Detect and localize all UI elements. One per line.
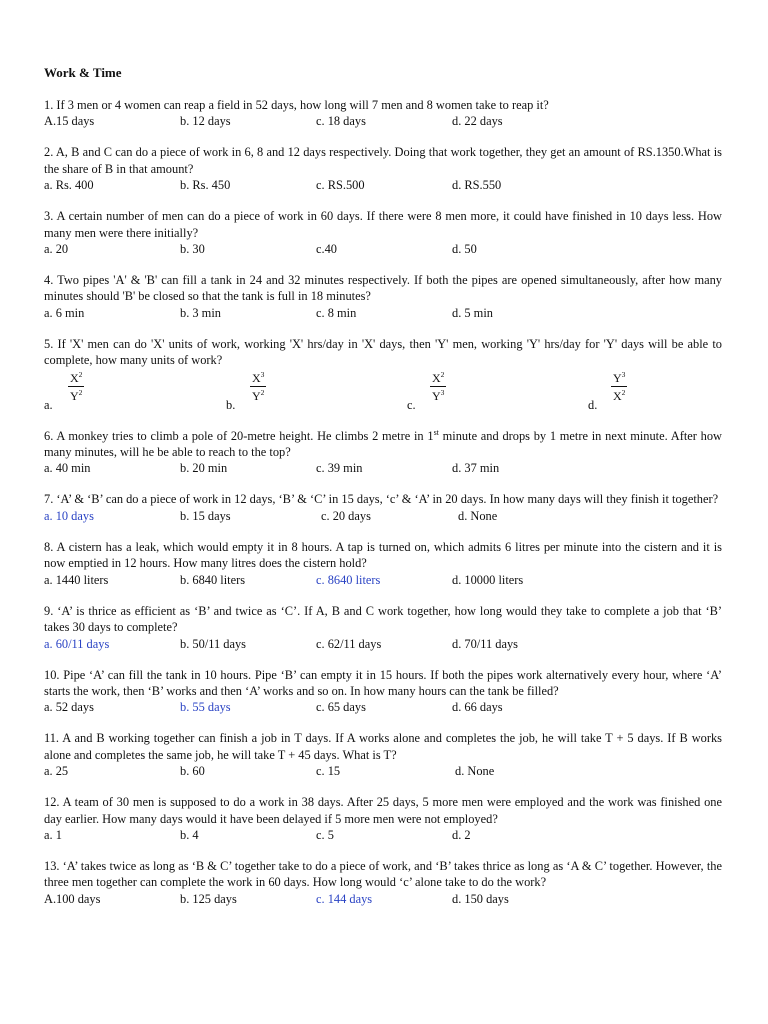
option-c-highlighted: c. 8640 liters bbox=[316, 572, 381, 587]
option-d: d. None bbox=[458, 508, 498, 523]
question-3 bbox=[44, 208, 722, 257]
option-b: b. 4 bbox=[180, 827, 199, 842]
numerator: $Y^3$ bbox=[613, 369, 626, 385]
option-b: b. 15 days bbox=[180, 508, 231, 523]
option-d: d. 66 days bbox=[452, 700, 503, 715]
option-a: A.15 days bbox=[44, 114, 95, 129]
option-d bbox=[588, 369, 708, 413]
fraction bbox=[611, 371, 627, 403]
fraction bbox=[250, 371, 266, 403]
option-d: d. 37 min bbox=[452, 461, 500, 476]
option-label: c. bbox=[407, 397, 416, 412]
option-b: b. 30 bbox=[180, 242, 205, 257]
option-b: b. 50/11 days bbox=[180, 636, 246, 651]
question-text: 3. A certain number of men can do a piece of work in 60 days. If there were 8 men more, it could have finished in 10 days less. How many men were there initially? bbox=[44, 209, 722, 240]
option-a bbox=[44, 369, 164, 413]
option-a: a. 1 bbox=[44, 827, 62, 842]
option-c: c. 20 days bbox=[321, 508, 371, 523]
question-10 bbox=[44, 667, 722, 716]
option-c: c. 18 days bbox=[316, 114, 366, 129]
denominator: $Y^2$ bbox=[70, 387, 83, 403]
options-row bbox=[44, 305, 722, 321]
option-a-highlighted: a. 60/11 days bbox=[44, 636, 110, 651]
options-row bbox=[44, 827, 722, 843]
question-text: 9. ‘A’ is thrice as efficient as ‘B’ and twice as ‘C’. If A, B and C work together, how long would they take to complete a job that ‘B’ takes 30 days to complete? bbox=[44, 603, 722, 635]
option-c: c. RS.500 bbox=[316, 178, 365, 193]
question-text: 12. A team of 30 men is supposed to do a work in 38 days. After 25 days, 5 more men were employed and the work was finished one day earlier. How many days would it have been delayed if 5 more men were not employed? bbox=[44, 795, 722, 826]
option-label: a. bbox=[44, 397, 53, 412]
options-row bbox=[44, 241, 722, 257]
question-text: 1. If 3 men or 4 women can reap a field in 52 days, how long will 7 men and 8 women take to reap it? bbox=[44, 98, 549, 112]
numerator: $X^2$ bbox=[432, 369, 445, 385]
fraction bbox=[430, 371, 446, 403]
option-b: b. 3 min bbox=[180, 305, 221, 320]
option-d: d. 70/11 days bbox=[452, 636, 518, 651]
question-text: 8. A cistern has a leak, which would empty it in 8 hours. A tap is turned on, which admits 6 litres per minute into the cistern and it is now emptied in 12 hours. How many litres does the cistern hold? bbox=[44, 539, 722, 571]
option-d: d. 10000 liters bbox=[452, 572, 524, 587]
option-d: d. 50 bbox=[452, 242, 477, 257]
option-b: b. 12 days bbox=[180, 114, 231, 129]
option-b-highlighted: b. 55 days bbox=[180, 700, 231, 715]
worksheet-title: Work & Time bbox=[44, 65, 122, 80]
option-b: b. 20 min bbox=[180, 461, 228, 476]
question-text: 6. A monkey tries to climb a pole of 20-metre height. He climbs 2 metre in 1st minute and drops by 1 metre in next minute. After how many minutes, will he be able to reach to the top? bbox=[44, 427, 722, 460]
options-row bbox=[44, 572, 722, 588]
option-a: a. 25 bbox=[44, 764, 69, 779]
question-text: 11. A and B working together can finish a job in T days. If A works alone and completes the job, he will take T + 5 days. If B works alone and completes the same job, he will take T + 45 days. What is T? bbox=[44, 731, 722, 762]
option-a: A.100 days bbox=[44, 891, 101, 906]
option-d: d. 22 days bbox=[452, 114, 503, 129]
question-11 bbox=[44, 730, 722, 779]
option-b: b. 125 days bbox=[180, 891, 237, 906]
worksheet bbox=[44, 64, 722, 922]
fraction bbox=[68, 371, 84, 403]
numerator: $X^3$ bbox=[252, 369, 265, 385]
option-d: d. 150 days bbox=[452, 891, 509, 906]
option-b: b. 6840 liters bbox=[180, 572, 246, 587]
option-b: b. 60 bbox=[180, 764, 205, 779]
question-text: 10. Pipe ‘A’ can fill the tank in 10 hours. Pipe ‘B’ can empty it in 15 hours. If both the pipes work alternatively every hour, where ‘A’ starts the work, then ‘B’ works and then ‘A’ works and so on. In how many hours can the tank be filled? bbox=[44, 667, 722, 698]
option-a-highlighted: a. 10 days bbox=[44, 508, 94, 523]
question-7 bbox=[44, 491, 722, 523]
option-d: d. 5 min bbox=[452, 305, 493, 320]
question-8 bbox=[44, 539, 722, 588]
option-label: b. bbox=[226, 397, 236, 412]
question-text: 7. ‘A’ & ‘B’ can do a piece of work in 12 days, ‘B’ & ‘C’ in 15 days, ‘c’ & ‘A’ in 20 days. In how many days will they finish it together? bbox=[44, 492, 719, 507]
fraction-options-row bbox=[44, 369, 722, 413]
option-c-highlighted: c. 144 days bbox=[316, 891, 373, 906]
numerator: $X^2$ bbox=[70, 369, 83, 385]
question-9 bbox=[44, 603, 722, 652]
question-text: 2. A, B and C can do a piece of work in 6, 8 and 12 days respectively. Doing that work together, they get an amount of RS.1350.What is the share of B in that amount? bbox=[44, 145, 722, 176]
question-1 bbox=[44, 97, 722, 129]
question-12 bbox=[44, 794, 722, 843]
option-d: d. RS.550 bbox=[452, 178, 502, 193]
options-row bbox=[44, 177, 722, 193]
options-row bbox=[44, 636, 722, 652]
option-c: c.40 bbox=[316, 242, 337, 257]
option-c: c. 39 min bbox=[316, 461, 363, 476]
option-c: c. 65 days bbox=[316, 700, 366, 715]
option-a: a. 6 min bbox=[44, 305, 85, 320]
question-text: 4. Two pipes 'A' & 'B' can fill a tank in 24 and 32 minutes respectively. If both the pipes are opened simultaneously, after how many minutes should 'B' be closed so that the tank is full in 18 minutes? bbox=[44, 273, 722, 304]
question-13 bbox=[44, 858, 722, 907]
options-row bbox=[44, 508, 722, 524]
question-5 bbox=[44, 336, 722, 413]
option-a: a. 1440 liters bbox=[44, 572, 109, 587]
option-c bbox=[407, 369, 527, 413]
question-text: 5. If 'X' men can do 'X' units of work, working 'X' hrs/day in 'X' days, then 'Y' men, working 'Y' hrs/day for 'Y' days will be able to complete, how many units of work? bbox=[44, 336, 722, 368]
options-row bbox=[44, 460, 722, 476]
denominator: $X^2$ bbox=[613, 387, 626, 403]
options-row bbox=[44, 763, 722, 779]
option-a: a. 40 min bbox=[44, 461, 91, 476]
option-b: b. Rs. 450 bbox=[180, 178, 231, 193]
option-d: d. None bbox=[455, 764, 495, 779]
option-a: a. 52 days bbox=[44, 700, 94, 715]
options-row bbox=[44, 113, 722, 129]
question-4 bbox=[44, 272, 722, 321]
option-d: d. 2 bbox=[452, 827, 471, 842]
options-row bbox=[44, 891, 722, 907]
option-c: c. 62/11 days bbox=[316, 636, 382, 651]
option-a: a. Rs. 400 bbox=[44, 178, 94, 193]
question-6 bbox=[44, 428, 722, 477]
question-text: 13. ‘A’ takes twice as long as ‘B & C’ together take to do a piece of work, and ‘B’ takes thrice as long as ‘A & C’ together. However, the three men together can complete the work in 60 days. How long would ‘c’ alone take to do the work? bbox=[44, 858, 722, 890]
option-c: c. 5 bbox=[316, 827, 334, 842]
option-a: a. 20 bbox=[44, 242, 69, 257]
option-c: c. 15 bbox=[316, 764, 341, 779]
option-label: d. bbox=[588, 397, 598, 412]
option-b bbox=[226, 369, 346, 413]
option-c: c. 8 min bbox=[316, 305, 357, 320]
denominator: $Y^3$ bbox=[432, 387, 445, 403]
options-row bbox=[44, 699, 722, 715]
question-2 bbox=[44, 144, 722, 193]
denominator: $Y^2$ bbox=[252, 387, 265, 403]
